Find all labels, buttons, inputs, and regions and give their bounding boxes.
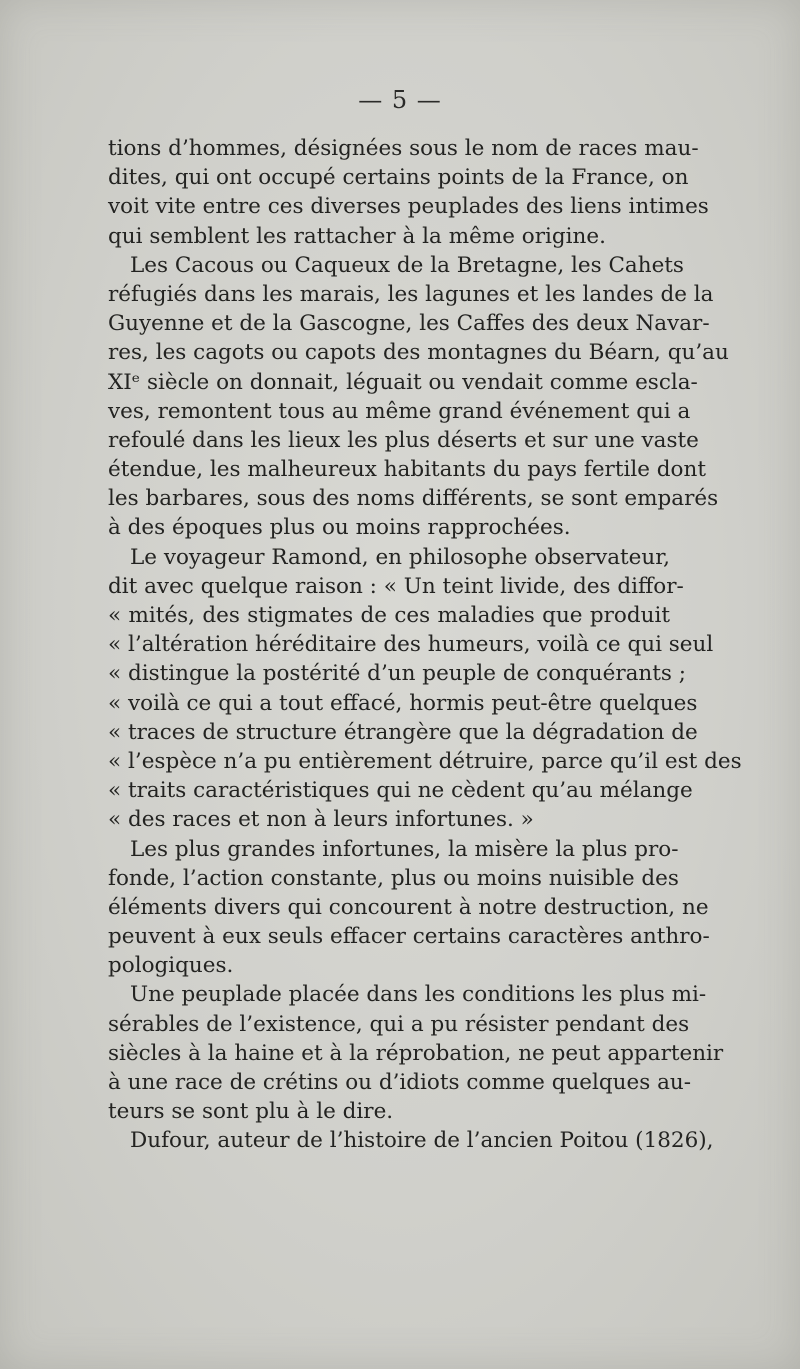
text-line: dit avec quelque raison : « Un teint livide, des diffor- [108,573,684,599]
text-line: Les Cacous ou Caqueux de la Bretagne, les Cahets [130,252,684,278]
text-line: « l’altération héréditaire des humeurs, voilà ce qui seul [108,632,714,658]
text-line: peuvent à eux seuls effacer certains caractères anthro- [108,924,710,950]
text-line: « traces de structure étrangère que la dégradation de [108,719,698,745]
text-line: XIᵉ siècle on donnait, léguait ou vendait comme escla- [108,369,698,395]
text-line: Les plus grandes infortunes, la misère la plus pro- [130,836,679,862]
text-line: « distingue la postérité d’un peuple de conquérants ; [108,661,687,687]
text-line: siècles à la haine et à la réprobation, ne peut appartenir [108,1040,724,1066]
text-line: « l’espèce n’a pu entièrement détruire, parce qu’il est des [108,748,742,774]
body-text [108,134,742,1156]
text-line: Une peuplade placée dans les conditions les plus mi- [130,982,707,1008]
text-line: Dufour, auteur de l’histoire de l’ancien Poitou (1826), [130,1128,714,1154]
text-line: les barbares, sous des noms différents, se sont emparés [108,486,719,512]
text-line: étendue, les malheureux habitants du pays fertile dont [108,457,706,483]
text-line: tions d’hommes, désignées sous le nom de races mau- [108,136,699,161]
text-line: voit vite entre ces diverses peuplades des liens intimes [108,194,709,220]
text-line: « des races et non à leurs infortunes. » [108,807,534,833]
text-line: sérables de l’existence, qui a pu résister pendant des [108,1011,690,1037]
text-line: dites, qui ont occupé certains points de la France, on [108,165,689,191]
text-line: ves, remontent tous au même grand événement qui a [108,398,691,424]
text-line: pologiques. [108,953,234,979]
page-number: — 5 — [358,86,442,114]
text-line: Guyenne et de la Gascogne, les Caffes des deux Navar- [108,311,710,337]
text-line: à une race de crétins ou d’idiots comme quelques au- [108,1070,692,1095]
text-line: qui semblent les rattacher à la même origine. [108,223,606,249]
text-line: à des époques plus ou moins rapprochées. [108,515,571,541]
text-line: « mités, des stigmates de ces maladies que produit [108,603,670,628]
text-line: teurs se sont plu à le dire. [108,1099,394,1125]
text-line: Le voyageur Ramond, en philosophe observateur, [130,544,670,570]
text-line: réfugiés dans les marais, les lagunes et les landes de la [108,281,714,307]
text-line: éléments divers qui concourent à notre destruction, ne [108,894,709,920]
text-line: res, les cagots ou capots des montagnes du Béarn, qu’au [108,340,729,366]
text-line: « voilà ce qui a tout effacé, hormis peut-être quelques [108,690,698,716]
text-line: « traits caractéristiques qui ne cèdent qu’au mélange [108,778,693,804]
text-line: refoulé dans les lieux les plus déserts et sur une vaste [108,427,699,453]
text-line: fonde, l’action constante, plus ou moins nuisible des [108,865,679,891]
